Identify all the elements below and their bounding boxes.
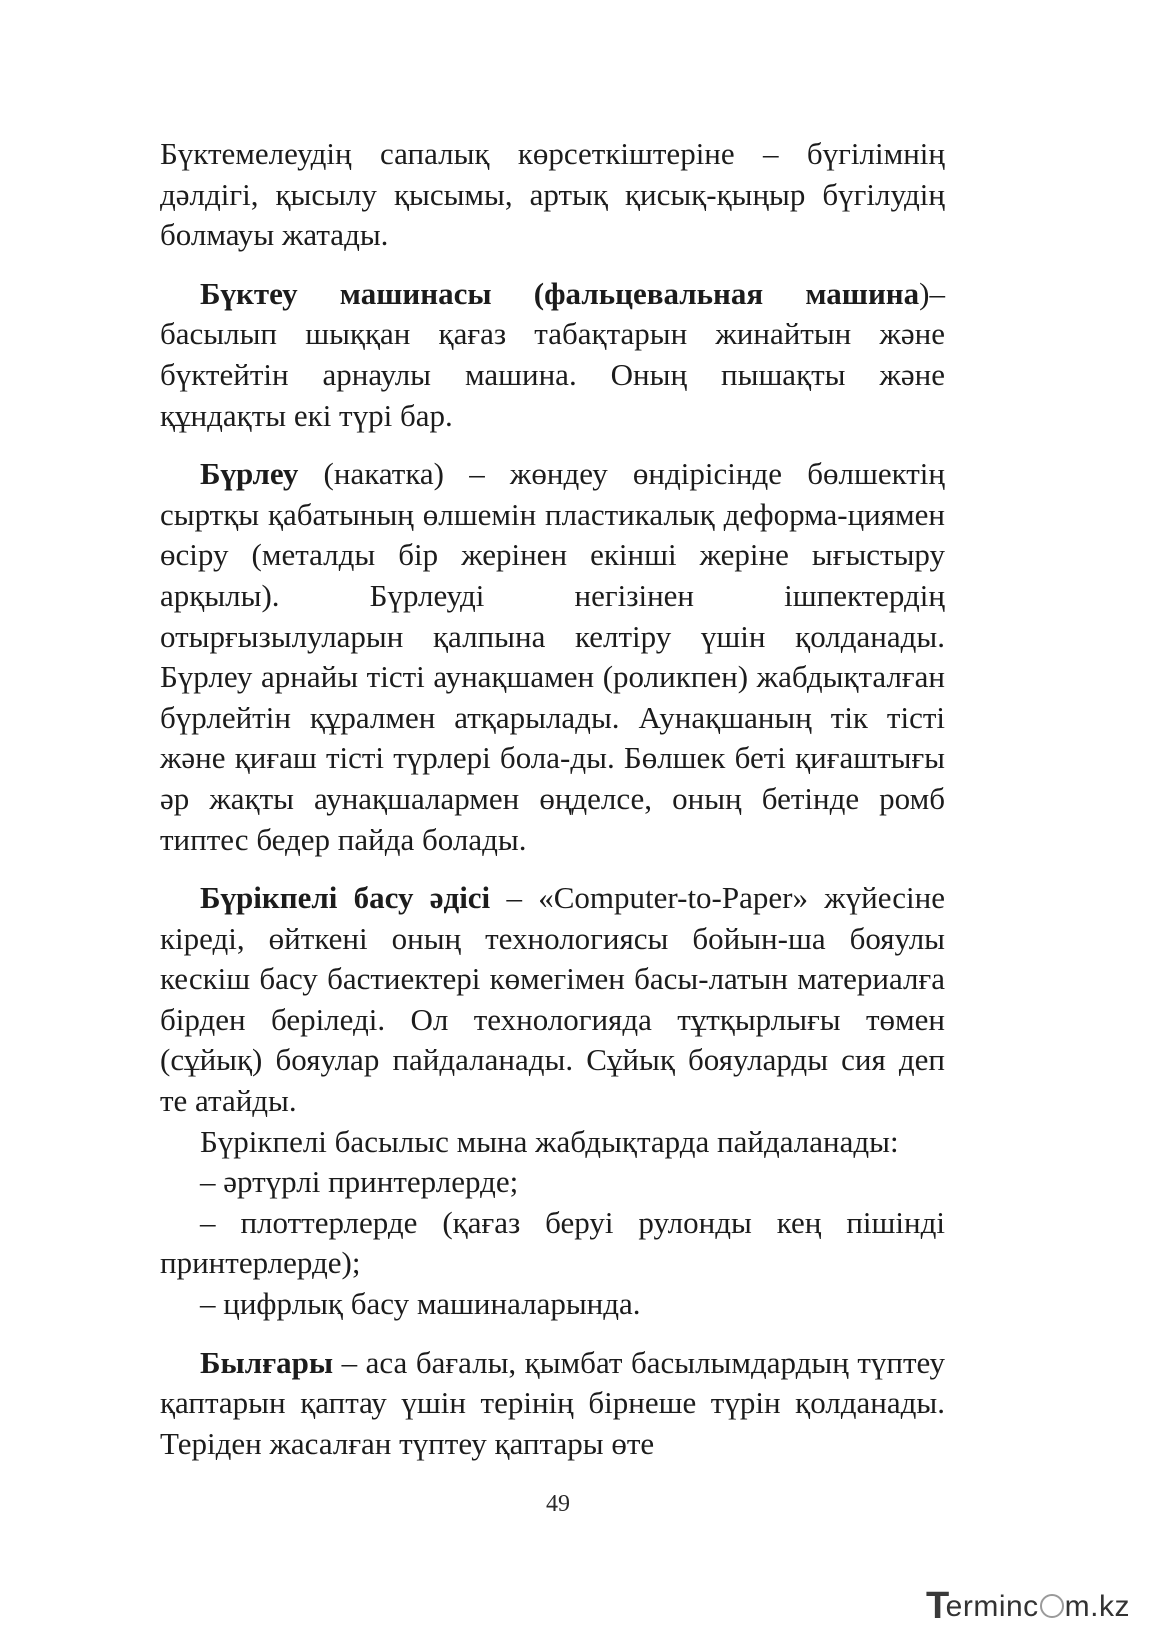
entry-5-text: – аса бағалы, қымбат басылымдардың түптеу қаптарын қаптау үшін терінің бірнеше түрін қолданады. Теріден жасалған түптеу қаптары өте: [160, 1344, 945, 1461]
entry-3-term: Бүрлеу: [200, 456, 299, 492]
watermark-text-2: m.kz: [1064, 1590, 1130, 1623]
entry-1-text: Бүктемелеудің сапалық көрсеткіштеріне – бүгілімнің дәлдігі, қысылу қысымы, артық қисық-қыңыр бүгілудің болмауы жатады.: [160, 136, 945, 253]
entry-paragraph-4: [160, 878, 945, 1122]
watermark-logo: [926, 1583, 1130, 1626]
page-text: [160, 134, 945, 1464]
entry-paragraph-1: [160, 134, 945, 256]
magnifier-icon: [1040, 1594, 1064, 1618]
entry-paragraph-2: [160, 274, 945, 436]
list-item-3: – цифрлық басу машиналарында.: [200, 1286, 641, 1322]
list-intro: Бүрікпелі басылыс мына жабдықтарда пайдаланады:: [200, 1123, 899, 1159]
list-item-2: – плоттерлерде (қағаз беруі рулонды кең пішінді принтерлерде);: [160, 1204, 945, 1281]
page-number: 49: [546, 1491, 570, 1517]
entry-4-term: Бүрікпелі басу әдісі: [200, 880, 491, 916]
entry-2-text: )– басылып шыққан қағаз табақтарын жинайтын және бүктейтін арнаулы машина. Оның пышақты және құндақты екі түрі бар.: [160, 275, 945, 433]
entry-2-term: Бүктеу машинасы (фальцевальная машина: [200, 275, 920, 311]
entry-4-text: – «Computer-to-Paper» жүйесіне кіреді, өйткені оның технологиясы бойын-ша бояулы кескіш басу бастиектері көмегімен басы-латын материалға бірден беріледі. Ол технологияда тұтқырлығы төмен (сұйық) бояулар пайдаланады. Сұйық бояуларды сия деп те атайды.: [160, 880, 945, 1119]
watermark-t: T: [925, 1585, 950, 1627]
entry-paragraph-3: [160, 454, 945, 860]
entry-3-text: (накатка) – жөндеу өндірісінде бөлшектің сыртқы қабатының өлшемін пластикалық деформа-циямен өсіру (металды бір жерінен екінші жеріне ығыстыру арқылы). Бүрлеуді негізінен ішпектердің отырғызылуларын қалпына келтіру үшін қолданады. Бүрлеу арнайы тісті аунақшамен (роликпен) жабдықталған бүрлейтін құралмен атқарылады. Аунақшаның тік тісті және қиғаш тісті түрлері бола-ды. Бөлшек беті қиғаштығы әр жақты аунақшалармен өңделсе, оның бетінде ромб типтес бедер пайда болады.: [160, 456, 945, 857]
watermark-text-1: erminc: [945, 1590, 1039, 1623]
list-item-1: – әртүрлі принтерлерде;: [200, 1164, 519, 1200]
entry-paragraph-5: [160, 1343, 945, 1465]
entry-5-term: Былғары: [200, 1344, 334, 1380]
